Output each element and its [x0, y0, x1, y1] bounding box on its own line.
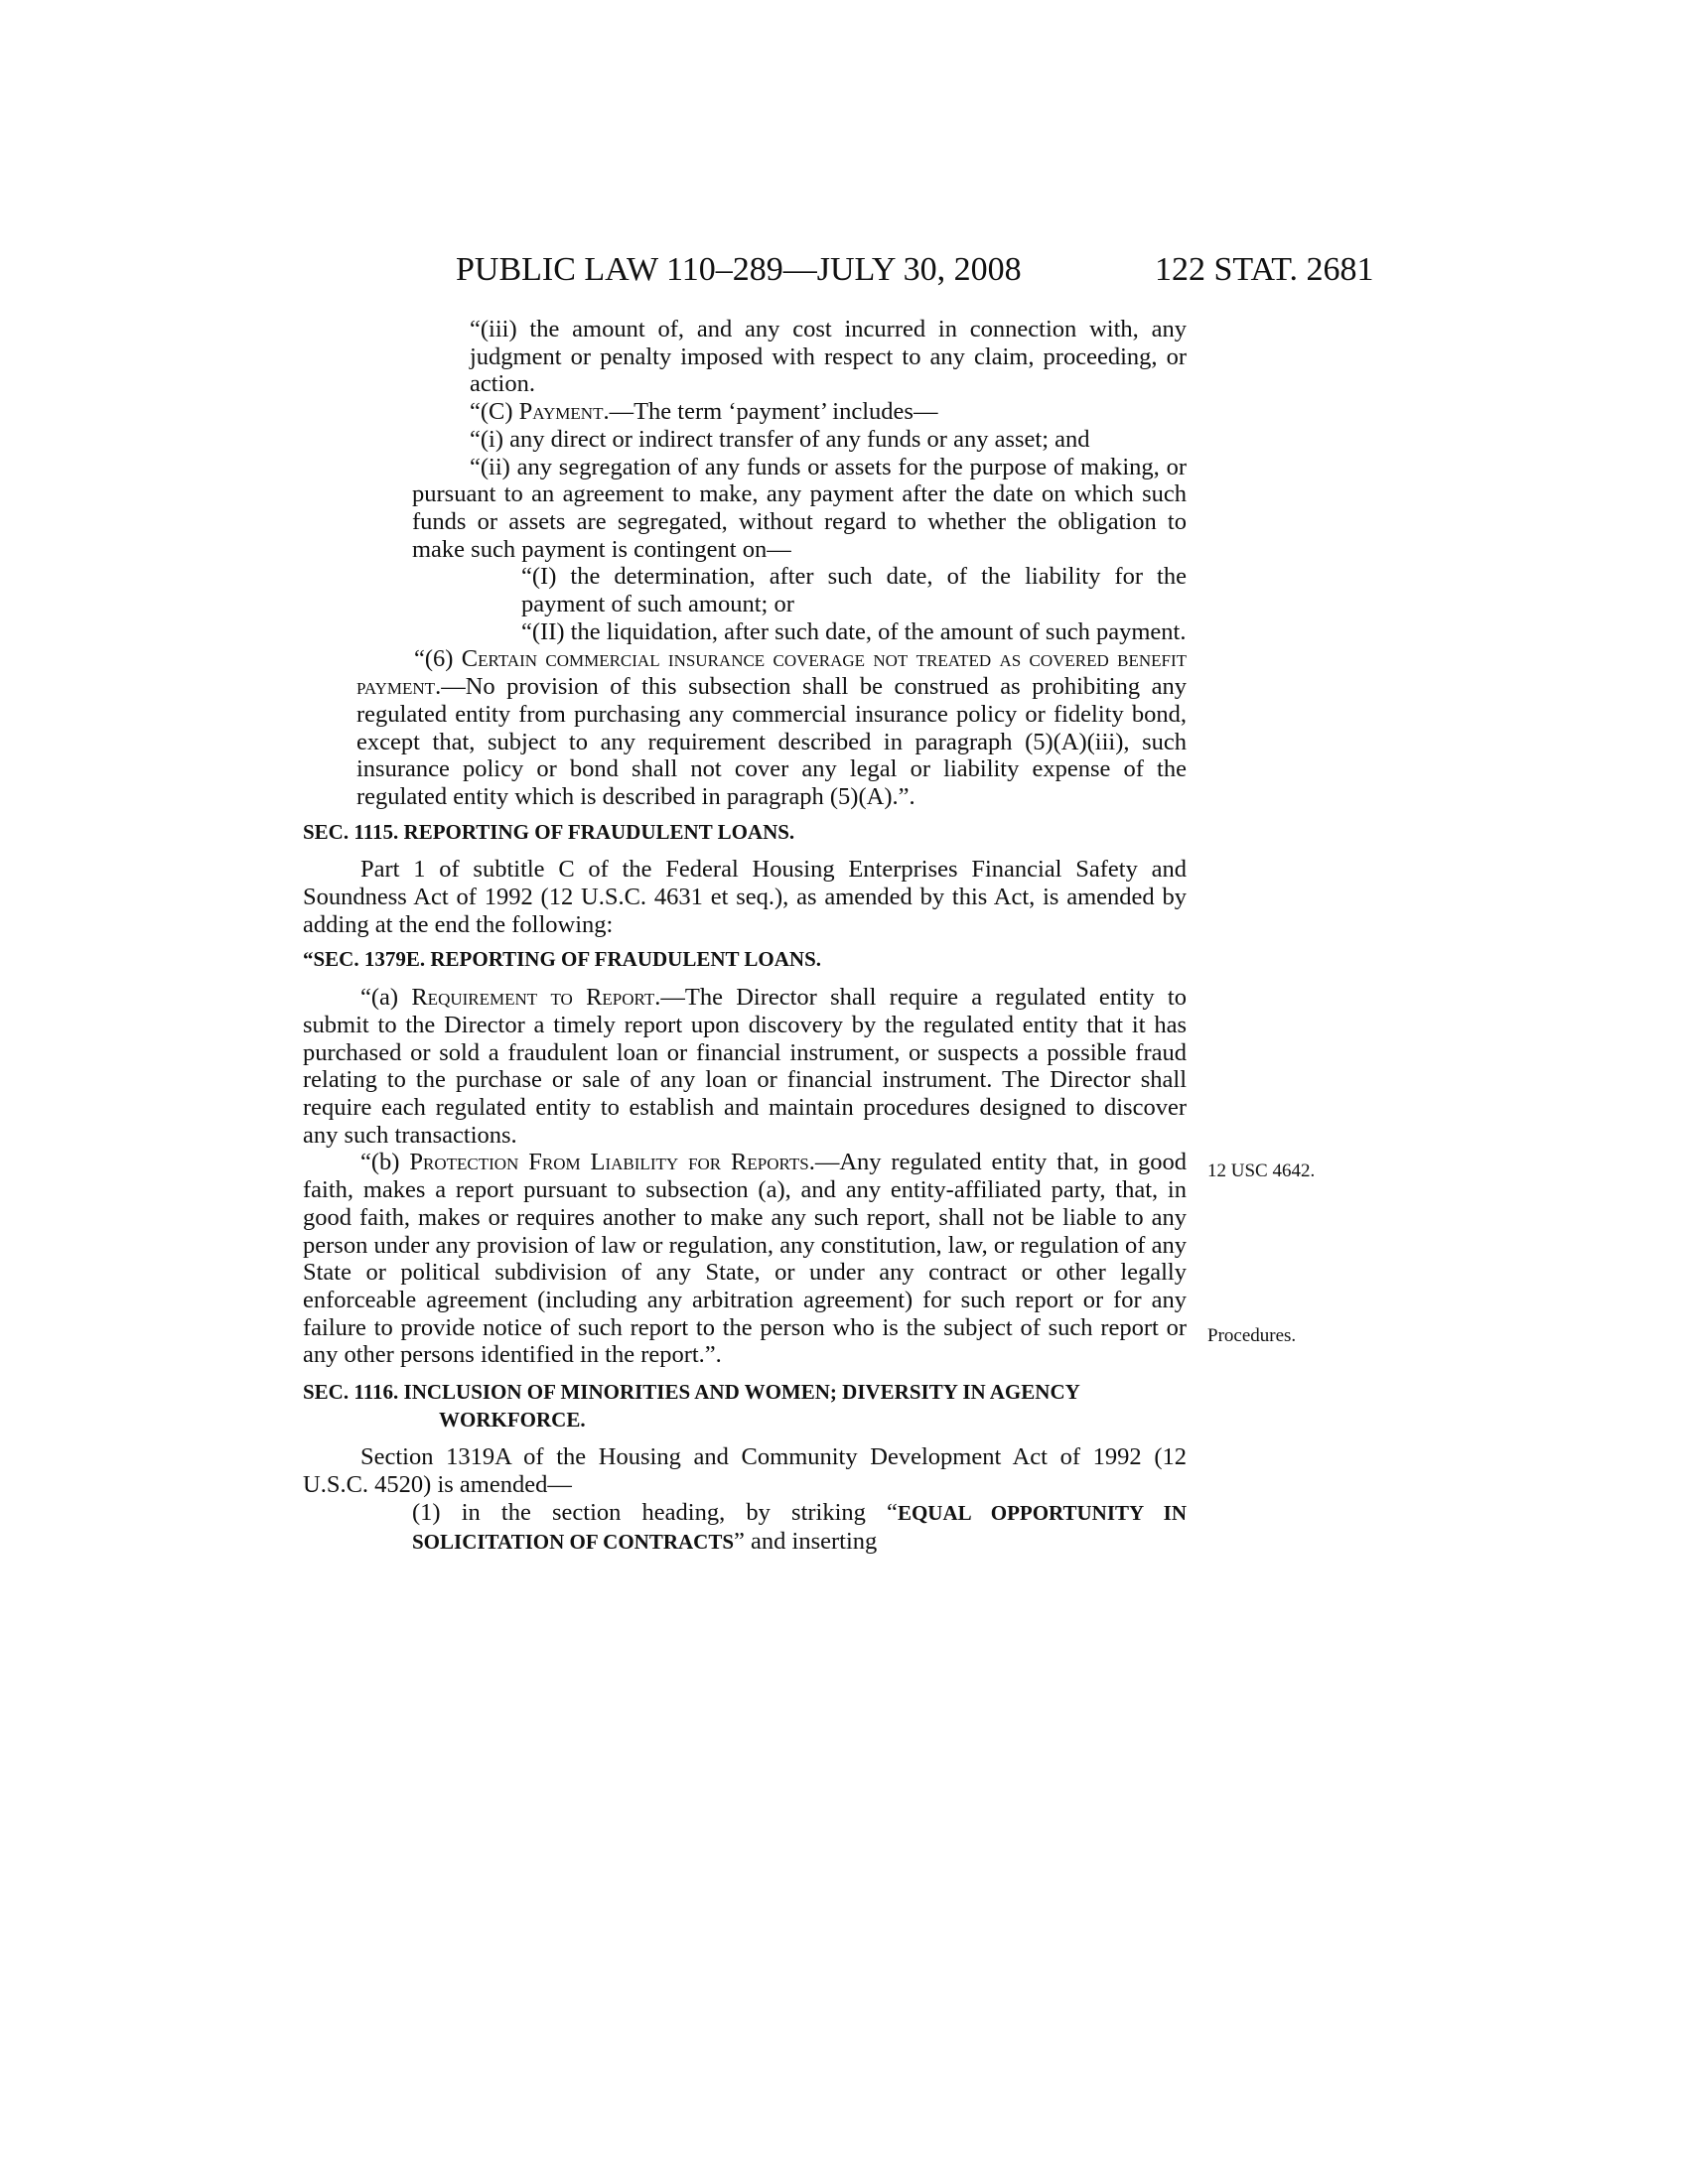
paragraph-1319a: Section 1319A of the Housing and Community Development Act of 1992 (12 U.S.C. 4520) is amended—	[303, 1443, 1187, 1499]
running-header-title: PUBLIC LAW 110–289—JULY 30, 2008	[456, 251, 1022, 288]
paragraph-a-requirement: “(a) Requirement to Report.—The Director shall require a regulated entity to submit to the Director a timely report upon discovery by the regulated entity that it has purchased or sold a fraudulent loan or financial instrument, or suspects a possible fraud relating to the purchase or sale of any loan or financial instrument. The Director shall require each regulated entity to establish and maintain procedures designed to discover any such transactions.	[303, 984, 1187, 1149]
paragraph-i: “(i) any direct or indirect transfer of any funds or any asset; and	[470, 425, 1090, 453]
document-body	[303, 316, 1187, 1556]
margin-note-procedures: Procedures.	[1207, 1325, 1297, 1346]
section-heading-1379e: “SEC. 1379E. REPORTING OF FRAUDULENT LOANS.	[303, 947, 821, 972]
section-heading-1115: SEC. 1115. REPORTING OF FRAUDULENT LOANS.	[303, 819, 795, 844]
paragraph-b-protection: “(b) Protection From Liability for Reports.—Any regulated entity that, in good faith, makes a report pursuant to subsection (a), and any entity-affiliated party, that, in good faith, makes or requires another to make any such report, shall not be liable to any person under any provision of law or regulation, any constitution, law, or regulation of any State or political subdivision of any State, or under any contract or other legally enforceable agreement (including any arbitration agreement) for such report or for any failure to provide notice of such report to the person who is the subject of such report or any other persons identified in the report.”.	[303, 1149, 1187, 1369]
page-number: 122 STAT. 2681	[1155, 251, 1374, 288]
paragraph-part1: Part 1 of subtitle C of the Federal Housing Enterprises Financial Safety and Soundness Act of 1992 (12 U.S.C. 4631 et seq.), as amended by this Act, is amended by adding at the end the following:	[303, 856, 1187, 938]
paragraph-ii: “(ii) any segregation of any funds or assets for the purpose of making, or pursuant to an agreement to make, any payment after the date on which such funds or assets are segregated, without regard to whether the obligation to make such payment is contingent on—	[412, 453, 1187, 563]
section-heading-1116: SEC. 1116. INCLUSION OF MINORITIES AND WOMEN; DIVERSITY IN AGENCY WORKFORCE.	[303, 1380, 1079, 1432]
margin-note-usc: 12 USC 4642.	[1207, 1160, 1316, 1181]
paragraph-II: “(II) the liquidation, after such date, of the amount of such payment.	[521, 617, 1187, 645]
paragraph-c-payment: “(C) Payment.—The term ‘payment’ includes—	[470, 398, 938, 426]
paragraph-6: “(6) Certain commercial insurance coverage not treated as covered benefit payment.—No provision of this subsection shall be construed as prohibiting any regulated entity from purchasing any commercial insurance policy or fidelity bond, except that, subject to any requirement described in paragraph (5)(A)(iii), such insurance policy or bond shall not cover any legal or liability expense of the regulated entity which is described in paragraph (5)(A).”.	[356, 645, 1187, 810]
paragraph-1-heading: (1) in the section heading, by striking “EQUAL OPPORTUNITY IN SOLICITATION OF CONTRACTS” and inserting	[412, 1498, 1188, 1555]
paragraph-iii: “(iii) the amount of, and any cost incurred in connection with, any judgment or penalty imposed with respect to any claim, proceeding, or action.	[470, 316, 1187, 398]
paragraph-I: “(I) the determination, after such date, of the liability for the payment of such amount; or	[521, 563, 1187, 618]
